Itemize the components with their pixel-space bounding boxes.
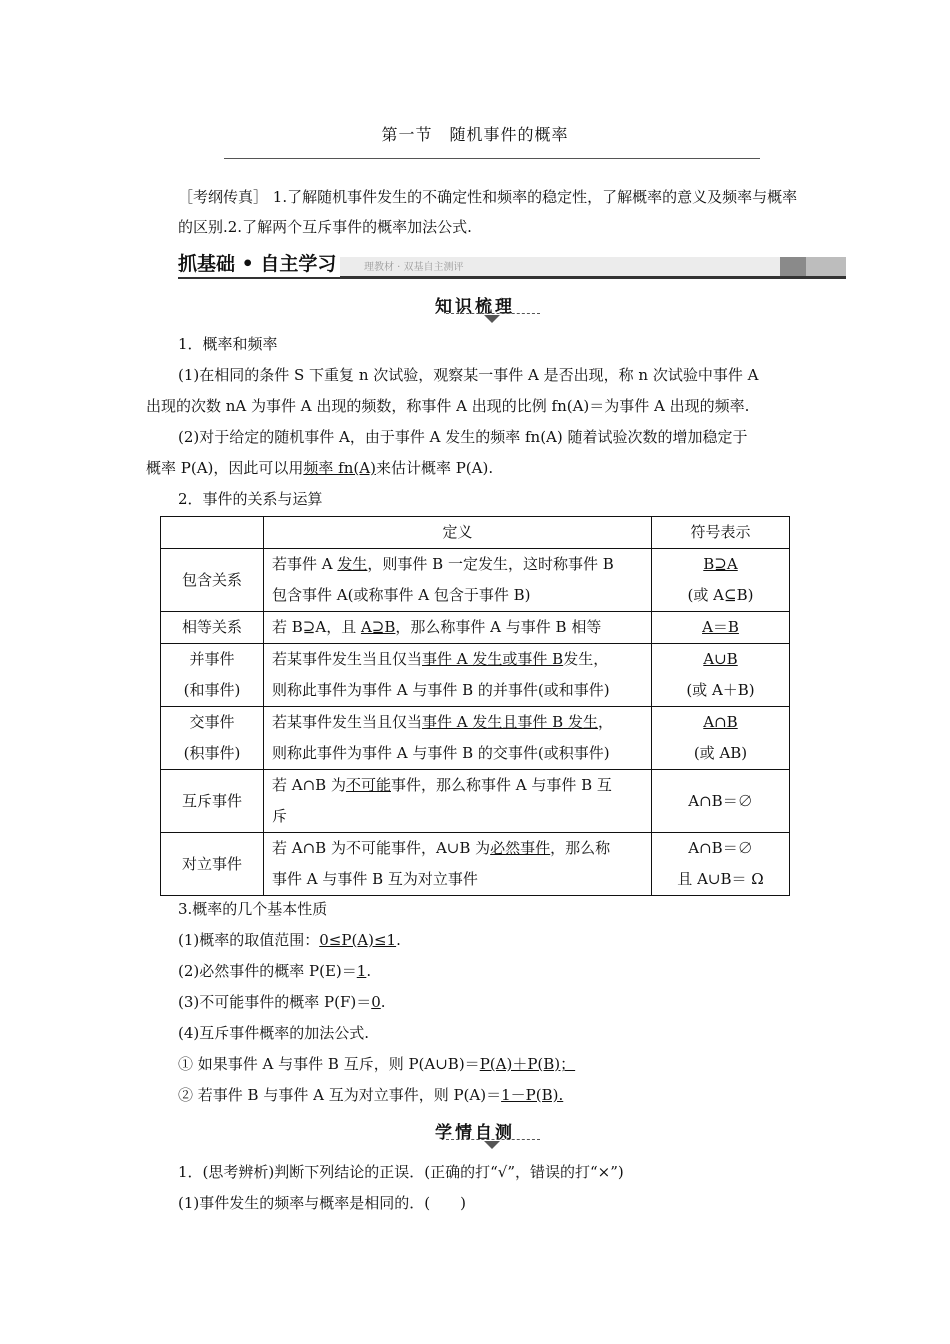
kaogang-paragraph xyxy=(178,182,808,242)
banner-block-dark xyxy=(780,257,806,276)
s3-line4: (4)互斥事件概率的加法公式. xyxy=(178,1024,370,1042)
s3-line2: (2)必然事件的概率 P(E)＝1. xyxy=(178,962,372,980)
heading-triangle-icon xyxy=(484,1141,500,1149)
s1-heading: 1．概率和频率 xyxy=(178,335,278,353)
table-row: 互斥事件 若 A∩B 为不可能事件，那么称事件 A 与事件 B 互 斥 A∩B＝∅ xyxy=(161,770,790,833)
banner-block-light xyxy=(806,257,846,276)
s3-line6: ② 若事件 B 与事件 A 互为对立事件，则 P(A)＝1－P(B). xyxy=(178,1086,564,1104)
table-header-row: 定义 符号表示 xyxy=(161,517,790,549)
kaogang-label: ［考纲传真］ xyxy=(178,188,269,206)
s3-line1: (1)概率的取值范围：0≤P(A)≤1. xyxy=(178,931,401,949)
section-banner xyxy=(178,251,846,279)
s2-heading: 2．事件的关系与运算 xyxy=(178,490,323,508)
table-row: 并事件 (和事件) 若某事件发生当且仅当事件 A 发生或事件 B发生， 则称此事件为事件 A 与事件 B 的并事件(或和事件) A∪B (或 A＋B) xyxy=(161,644,790,707)
page-title: 第一节 随机事件的概率 xyxy=(381,125,569,144)
s1-para2-line1: (2)对于给定的随机事件 A，由于事件 A 发生的频率 fn(A) 随着试验次数的增加稳定于 xyxy=(178,428,748,446)
table-row: 相等关系 若 B⊇A，且 A⊇B，那么称事件 A 与事件 B 相等 A＝B xyxy=(161,612,790,644)
s3-heading: 3.概率的几个基本性质 xyxy=(178,900,328,918)
heading-dash-line xyxy=(446,313,540,314)
heading-triangle-icon xyxy=(484,315,500,323)
question-1: 1．(思考辨析)判断下列结论的正误．(正确的打“√”，错误的打“×”) xyxy=(178,1163,624,1181)
table-row: 包含关系 若事件 A 发生，则事件 B 一定发生，这时称事件 B 包含事件 A(或称事件 A 包含于事件 B) B⊇A (或 A⊆B) xyxy=(161,549,790,612)
question-1-item-1: (1)事件发生的频率与概率是相同的．( ) xyxy=(178,1194,466,1212)
s3-line3: (3)不可能事件的概率 P(F)＝0. xyxy=(178,993,386,1011)
banner-subtitle: 理教材 · 双基自主测评 xyxy=(364,262,464,273)
section-heading-selftest: 学情自测 xyxy=(435,1123,515,1143)
s1-para1-line1: (1)在相同的条件 S 下重复 n 次试验，观察某一事件 A 是否出现，称 n 次试验中事件 A xyxy=(178,366,759,384)
banner-title: 抓基础 • 自主学习 xyxy=(178,251,340,277)
s1-para1-line2: 出现的次数 nA 为事件 A 出现的频数，称事件 A 出现的比例 fn(A)＝为事件 A 出现的频率. xyxy=(146,397,750,415)
table-row: 交事件 (积事件) 若某事件发生当且仅当事件 A 发生且事件 B 发生， 则称此事件为事件 A 与事件 B 的交事件(或积事件) A∩B (或 AB) xyxy=(161,707,790,770)
s1-para2-line2: 概率 P(A)，因此可以用频率 fn(A)来估计概率 P(A). xyxy=(146,459,494,477)
heading-dash-line xyxy=(446,1139,540,1140)
event-relation-table xyxy=(160,516,790,896)
title-rule xyxy=(224,158,760,159)
kaogang-text: 1.了解随机事件发生的不确定性和频率的稳定性，了解概率的意义及频率与概率的区别.2.了解两个互斥事件的概率加法公式. xyxy=(178,188,798,236)
section-heading-knowledge: 知识梳理 xyxy=(435,297,515,317)
table-row: 对立事件 若 A∩B 为不可能事件，A∪B 为必然事件，那么称 事件 A 与事件 B 互为对立事件 A∩B＝∅ 且 A∪B＝ Ω xyxy=(161,833,790,896)
s3-line5: ① 如果事件 A 与事件 B 互斥，则 P(A∪B)＝P(A)＋P(B)； xyxy=(178,1055,576,1073)
